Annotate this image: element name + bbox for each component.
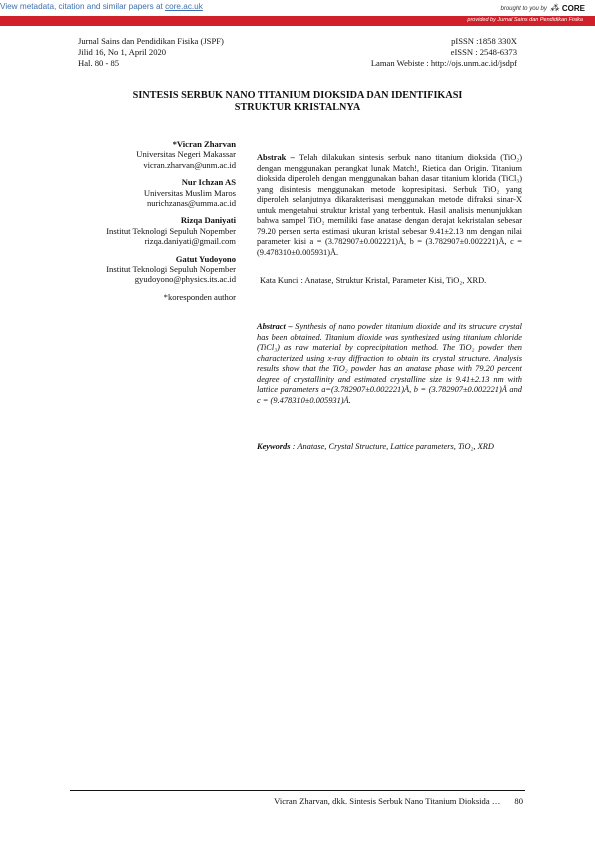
core-logo-text[interactable]: CORE xyxy=(561,4,585,13)
abstrak-text: Telah dilakukan sintesis serbuk nano titanium dioksida (TiO₂) dengan menggunakan perangkat lunak Match!, Rietica dan Origin. Titanium dioksida diperoleh dengan menggunakan bahan dasar titanium klorida (TiCl₃) yang disintesis menggunakan metode kopresipitasi. Serbuk TiO₂ yang diperoleh selanjutnya dikarakterisasi menggunakan metode difraksi sinar-X untuk mengetahui struktur kristal yang terbentuk. Hasil analisis menunjukkan bahwa sampel TiO₂ memiliki fase anatase dengan derajat kekristalan sebesar 79.20 persen serta estimasi ukuran kristal sebesar 9.41±2.13 nm dengan nilai parameter kisi a = (3.782907±0.002221)Å, b = (3.782907±0.002221)Å, c = (9.478310±0.005931)Å. xyxy=(257,153,522,257)
journal-name: Jurnal Sains dan Pendidikan Fisika (JSPF) xyxy=(78,36,224,46)
website: Laman Webiste : http://ojs.unm.ac.id/jsdpf xyxy=(370,58,517,68)
kata-kunci: Kata Kunci : Anatase, Struktur Kristal, Parameter Kisi, TiO₂, XRD. xyxy=(260,276,487,285)
keywords-line xyxy=(257,442,522,453)
pissn: pISSN :1858 330X xyxy=(451,36,517,46)
eissn: eISSN : 2548-6373 xyxy=(450,47,517,57)
author-email: rizqa.daniyati@gmail.com xyxy=(144,236,236,247)
page-footer xyxy=(274,796,523,806)
core-link[interactable]: core.ac.uk xyxy=(165,2,203,11)
core-banner xyxy=(0,0,595,14)
journal-pages: Hal. 80 - 85 xyxy=(78,58,120,68)
abstrak-label: Abstrak – xyxy=(257,153,295,162)
keywords-label: Keywords xyxy=(257,442,291,451)
paper-title: SINTESIS SERBUK NANO TITANIUM DIOKSIDA DAN IDENTIFIKASI STRUKTUR KRISTALNYA xyxy=(132,90,463,113)
author-affiliation: Universitas Negeri Makassar xyxy=(136,149,236,160)
journal-info xyxy=(78,36,224,69)
abstrak-paragraph xyxy=(257,153,522,258)
brought-by: brought to you by ⁂ CORE xyxy=(500,3,585,13)
author-name: Gatut Yudoyono xyxy=(175,253,236,264)
abstract-label: Abstract – xyxy=(257,322,293,331)
running-title: Vicran Zharvan, dkk. Sintesis Serbuk Nano Titanium Dioksida … xyxy=(274,796,501,806)
author-affiliation: Universitas Muslim Maros xyxy=(143,187,236,198)
core-metadata-text: View metadata, citation and similar papers at core.ac.uk xyxy=(0,2,203,11)
provider-text: provided by Jurnal Sains dan Pendidikan Fisika xyxy=(467,17,583,23)
author-block xyxy=(60,254,236,285)
journal-volume: Jilid 16, No 1, April 2020 xyxy=(78,47,167,57)
abstract-text: Synthesis of nano powder titanium dioxide and its strucure crystal has been obtained. Titanium dioxide was synthesized using titanium chloride (TiCl₃) as raw material by coprecipitation method. The TiO₂ powder then characterized using x-ray diffraction to obtain its crystal structure. Analysis results show that the TiO₂ powder has an anatase phase with 79.20 percent degree of crystallinity and estimated crystalline size is 9.41±2.13 nm with lattice parameters a=(3.782907±0.002221)Å, b = (3.782907±0.002221)Å and c = (9.478310±0.005931)Å. xyxy=(257,322,522,405)
author-name: Rizqa Daniyati xyxy=(180,215,236,226)
author-list xyxy=(60,139,236,302)
abstract-paragraph xyxy=(257,322,522,406)
author-email: gyudoyono@physics.its.ac.id xyxy=(134,274,236,285)
issn-info xyxy=(371,36,517,69)
corresponding-note: *koresponden author xyxy=(163,291,236,302)
author-affiliation: Institut Teknologi Sepuluh Nopember xyxy=(106,264,236,275)
author-block xyxy=(60,177,236,208)
author-email: vicran.zharvan@unm.ac.id xyxy=(143,159,236,170)
author-block xyxy=(60,139,236,170)
author-name: Nur Ichzan AS xyxy=(181,177,236,188)
provider-bar xyxy=(0,16,595,26)
author-email: nurichzanas@umma.ac.id xyxy=(146,198,236,209)
core-logo-icon: ⁂ xyxy=(549,3,559,13)
page-number: 80 xyxy=(514,796,523,806)
author-name: *Vicran Zharvan xyxy=(172,139,236,149)
author-block xyxy=(60,215,236,246)
keywords-text: : Anatase, Crystal Structure, Lattice parameters, TiO₂, XRD xyxy=(290,442,494,451)
author-affiliation: Institut Teknologi Sepuluh Nopember xyxy=(106,225,236,236)
footer-rule xyxy=(70,790,525,791)
